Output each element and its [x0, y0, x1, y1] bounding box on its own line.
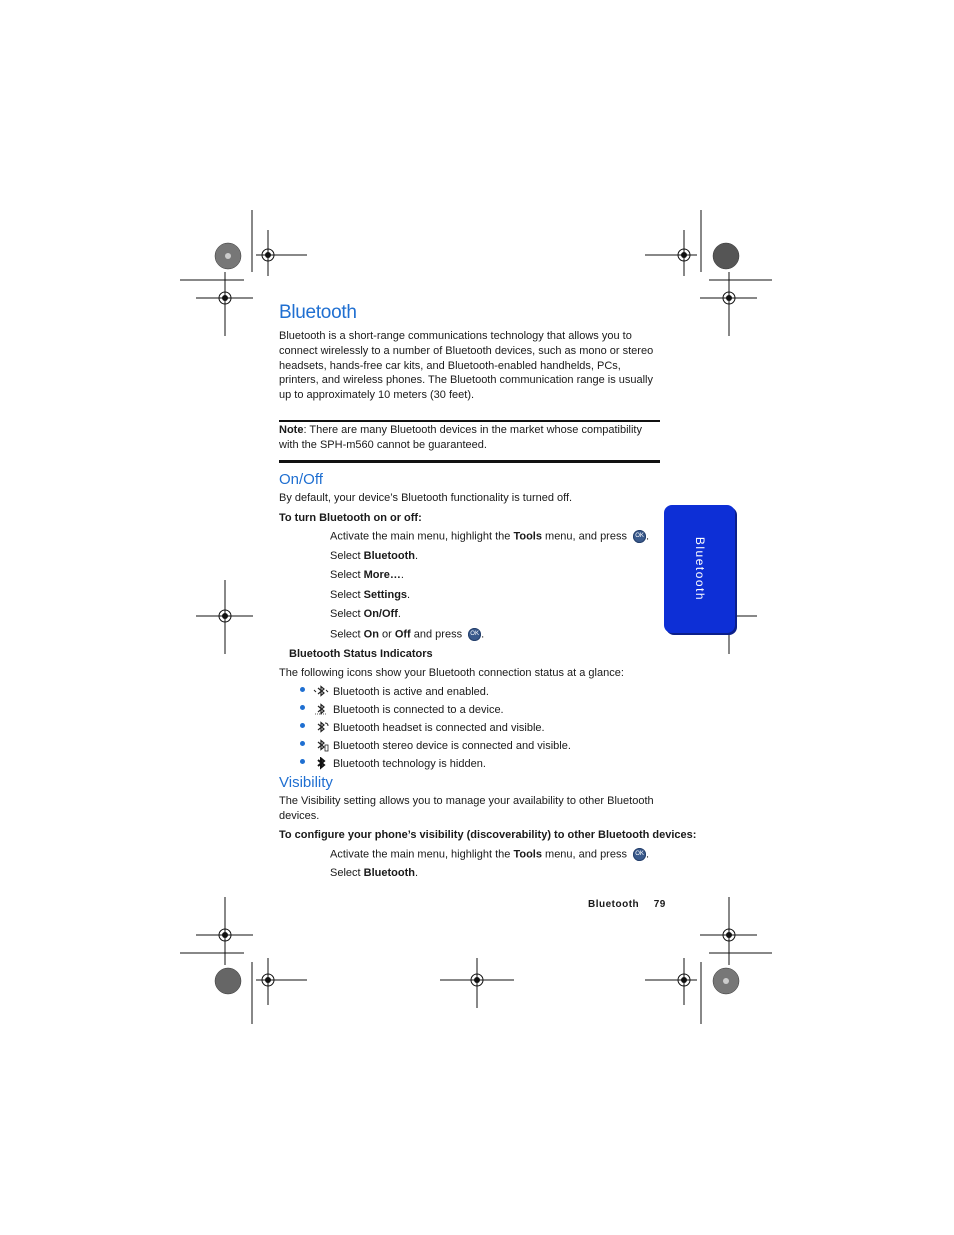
bullet-icon — [300, 741, 305, 746]
bluetooth-hidden-icon — [313, 757, 333, 771]
visibility-heading: Visibility — [279, 774, 333, 791]
onoff-step — [330, 628, 484, 641]
status-item-text: Bluetooth technology is hidden. — [333, 758, 486, 770]
onoff-subhead: To turn Bluetooth on or off: — [279, 512, 422, 524]
status-item-text: Bluetooth headset is connected and visible. — [333, 722, 545, 734]
note-text: : There are many Bluetooth devices in the market whose compatibility with the SPH-m560 cannot be guaranteed. — [279, 424, 642, 451]
bullet-icon — [300, 687, 305, 692]
ok-key-icon: OK — [633, 530, 646, 543]
onoff-step — [330, 550, 418, 562]
intro-paragraph: Bluetooth is a short-range communications technology that allows you to connect wirelessly to a number of Bluetooth devices, such as mono or stereo headsets, hands-free car kits, and Bluetooth-enabled handhelds, PCs, printers, and wireless phones. The Bluetooth communication range is usually up to approximately 10 meters (30 feet). — [279, 330, 654, 402]
step-text: . — [481, 628, 485, 641]
bullet-icon — [300, 705, 305, 710]
onoff-step — [330, 569, 404, 581]
status-item-text: Bluetooth stereo device is connected and visible. — [333, 740, 571, 752]
status-item — [300, 721, 545, 735]
step-text: Activate the main menu, highlight the — [330, 848, 514, 861]
step-menu-item: Settings — [363, 589, 408, 601]
footer-section: Bluetooth — [588, 899, 640, 910]
step-text: . — [407, 589, 411, 601]
bluetooth-active-icon — [313, 685, 333, 699]
visibility-subhead: To configure your phone’s visibility (discoverability) to other Bluetooth devices: — [279, 829, 697, 841]
step-menu-item: Bluetooth — [363, 867, 415, 879]
step-text: and press — [410, 628, 466, 641]
step-text: . — [646, 530, 650, 543]
bluetooth-stereo-icon — [313, 739, 333, 753]
step-menu-item: Off — [394, 628, 411, 641]
note-top-rule — [279, 420, 660, 422]
side-tab — [664, 505, 735, 633]
step-text: menu, and press — [541, 530, 631, 543]
step-menu-item: On/Off — [363, 608, 398, 620]
visibility-step — [330, 867, 418, 879]
visibility-step — [330, 848, 649, 861]
step-menu-item: Tools — [513, 848, 542, 861]
page-number: 79 — [653, 899, 666, 910]
note-bottom-rule — [279, 460, 660, 463]
step-text: . — [397, 608, 401, 620]
starburst-icon — [215, 968, 241, 994]
starburst-icon — [713, 243, 739, 269]
step-menu-item: Bluetooth — [363, 550, 415, 562]
step-text: . — [646, 848, 650, 861]
onoff-step — [330, 589, 410, 601]
step-text: . — [400, 569, 404, 581]
step-text: Select — [330, 550, 364, 562]
note-box — [279, 423, 661, 453]
step-text: Select — [330, 569, 364, 581]
ok-key-icon: OK — [633, 848, 646, 861]
step-text: or — [378, 628, 395, 641]
status-item — [300, 703, 504, 717]
page-footer — [588, 899, 666, 910]
step-menu-item: Tools — [513, 530, 542, 543]
visibility-desc: The Visibility setting allows you to manage your availability to other Bluetooth devices. — [279, 795, 654, 822]
bullet-icon — [300, 723, 305, 728]
side-tab-label: Bluetooth — [692, 536, 707, 602]
ok-key-icon: OK — [468, 628, 481, 641]
step-text: Select — [330, 867, 364, 879]
step-text: . — [414, 550, 419, 562]
step-text: Select — [330, 608, 364, 620]
status-item — [300, 685, 489, 699]
onoff-desc: By default, your device’s Bluetooth functionality is turned off. — [279, 492, 573, 504]
step-menu-item: More… — [363, 569, 401, 581]
bluetooth-connected-icon — [313, 703, 333, 717]
step-text: . — [414, 867, 419, 879]
step-text: Select — [330, 589, 364, 601]
step-text: Activate the main menu, highlight the — [330, 530, 514, 543]
status-heading: Bluetooth Status Indicators — [289, 648, 433, 660]
onoff-heading: On/Off — [279, 471, 323, 488]
status-item-text: Bluetooth is active and enabled. — [333, 686, 489, 698]
status-item — [300, 757, 486, 771]
step-menu-item: On — [363, 628, 379, 641]
status-item-text: Bluetooth is connected to a device. — [333, 704, 504, 716]
status-item — [300, 739, 571, 753]
step-text: Select — [330, 628, 364, 641]
note-label: Note — [279, 424, 304, 436]
step-text: menu, and press — [541, 848, 631, 861]
status-desc: The following icons show your Bluetooth connection status at a glance: — [279, 667, 624, 679]
page-title: Bluetooth — [279, 302, 357, 323]
bluetooth-headset-icon — [313, 721, 333, 735]
bullet-icon — [300, 759, 305, 764]
onoff-step — [330, 530, 649, 543]
onoff-step — [330, 608, 401, 620]
